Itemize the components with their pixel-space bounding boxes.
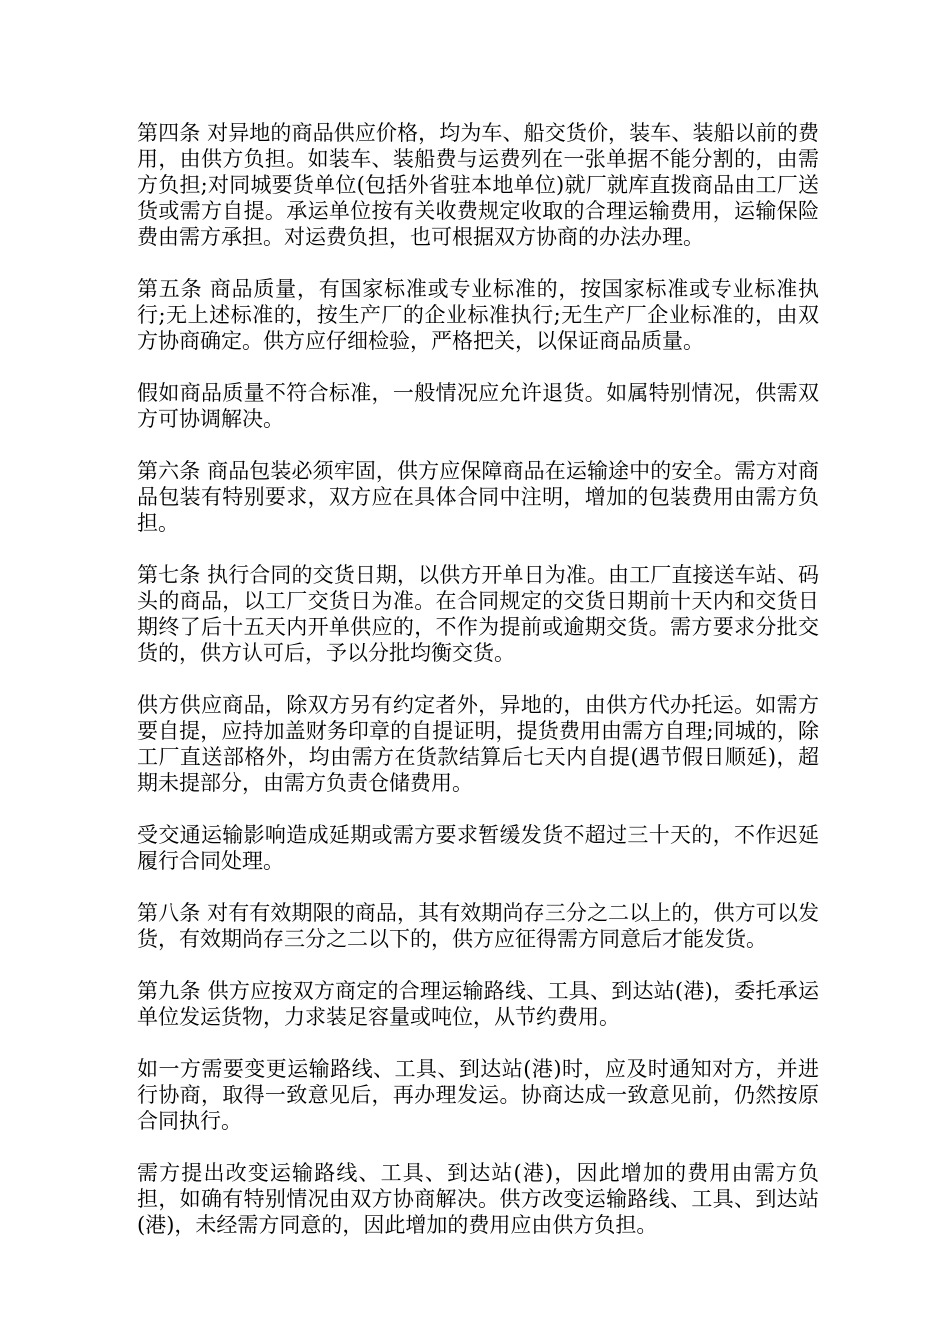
supply-pickup-paragraph: 供方供应商品，除双方另有约定者外，异地的，由供方代办托运。如需方要自提，应持加盖财务印章的自提证明，提货费用由需方自理;同城的，除工厂直送部格外，均由需方在货款结算后七天内自提(遇节假日顺延)，超期未提部分，由需方负责仓储费用。 [137, 693, 819, 795]
article-5-paragraph: 第五条 商品质量，有国家标准或专业标准的，按国家标准或专业标准执行;无上述标准的，按生产厂的企业标准执行;无生产厂企业标准的，由双方协商确定。供方应仔细检验，严格把关，以保证商品质量。 [137, 277, 819, 353]
route-change-paragraph: 如一方需要变更运输路线、工具、到达站(港)时，应及时通知对方，并进行协商，取得一致意见后，再办理发运。协商达成一致意见前，仍然按原合同执行。 [137, 1057, 819, 1133]
article-4-paragraph: 第四条 对异地的商品供应价格，均为车、船交货价，装车、装船以前的费用，由供方负担。如装车、装船费与运费列在一张单据不能分割的，由需方负担;对同城要货单位(包括外省驻本地单位)就厂就库直拨商品由工厂送货或需方自提。承运单位按有关收费规定收取的合理运输费用，运输保险费由需方承担。对运费负担，也可根据双方协商的办法办理。 [137, 121, 819, 249]
article-9-paragraph: 第九条 供方应按双方商定的合理运输路线、工具、到达站(港)，委托承运单位发运货物，力求装足容量或吨位，从节约费用。 [137, 979, 819, 1029]
transport-delay-paragraph: 受交通运输影响造成延期或需方要求暂缓发货不超过三十天的，不作迟延履行合同处理。 [137, 823, 819, 873]
document-page [137, 120, 819, 1264]
quality-return-paragraph: 假如商品质量不符合标准，一般情况应允许退货。如属特别情况，供需双方可协调解决。 [137, 381, 819, 431]
article-8-paragraph: 第八条 对有有效期限的商品，其有效期尚存三分之二以上的，供方可以发货，有效期尚存三分之二以下的，供方应征得需方同意后才能发货。 [137, 901, 819, 951]
article-7-paragraph: 第七条 执行合同的交货日期，以供方开单日为准。由工厂直接送车站、码头的商品，以工厂交货日为准。在合同规定的交货日期前十天内和交货日期终了后十五天内开单供应的，不作为提前或逾期交货。需方要求分批交货的，供方认可后，予以分批均衡交货。 [137, 563, 819, 665]
route-cost-paragraph: 需方提出改变运输路线、工具、到达站(港)，因此增加的费用由需方负担，如确有特别情况由双方协商解决。供方改变运输路线、工具、到达站(港)，未经需方同意的，因此增加的费用应由供方负担。 [137, 1161, 819, 1237]
article-6-paragraph: 第六条 商品包装必须牢固，供方应保障商品在运输途中的安全。需方对商品包装有特别要求，双方应在具体合同中注明，增加的包装费用由需方负担。 [137, 459, 819, 535]
